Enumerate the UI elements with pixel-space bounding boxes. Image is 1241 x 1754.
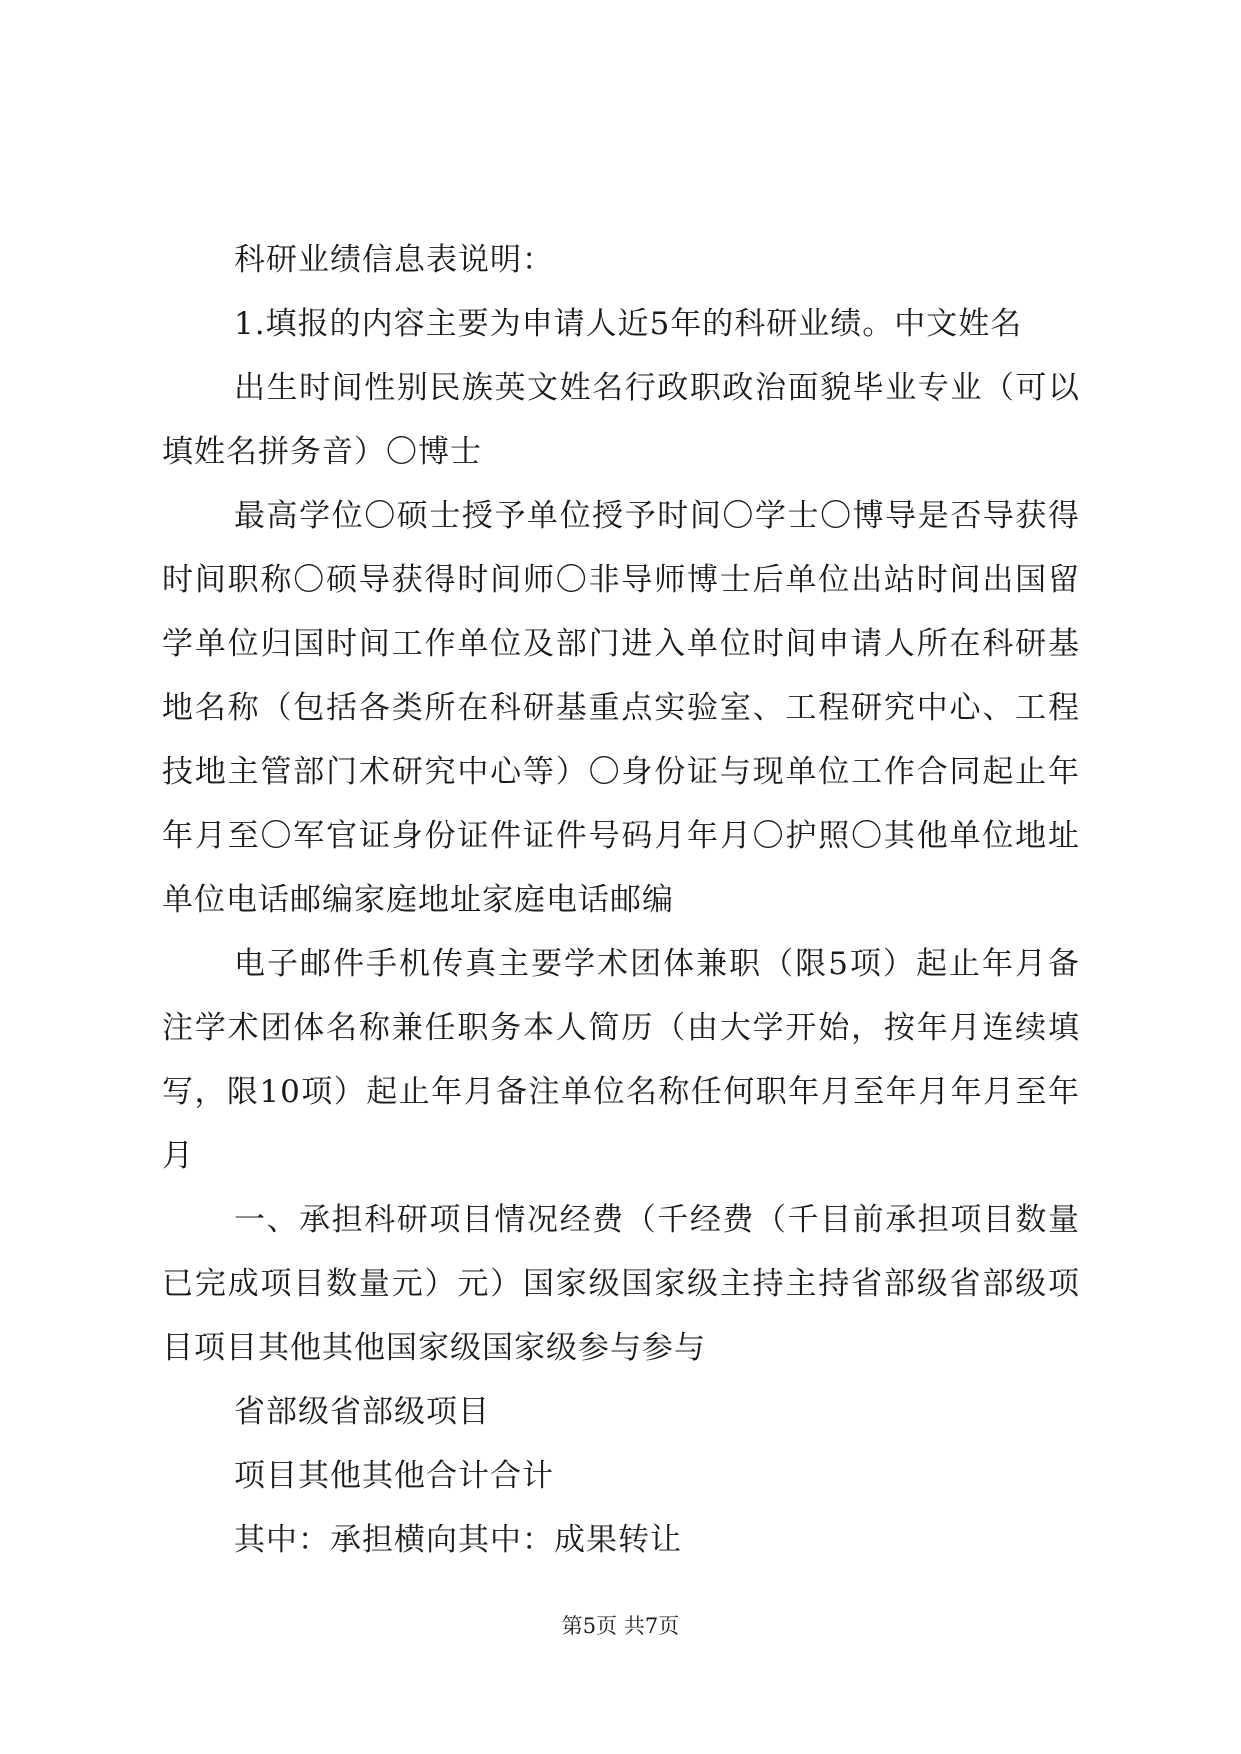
paragraph-horizontal: 其中：承担横向其中：成果转让 [234, 1522, 682, 1558]
paragraph-personal-info: 出生时间性别民族英文姓名行政职政治面貌毕业专业（可以填姓名拼务音）〇博士 [162, 370, 1080, 470]
paragraph-degree-info: 最高学位〇硕士授予单位授予时间〇学士〇博导是否导获得时间职称〇硕导获得时间师〇非导师博士后单位出站时间出国留学单位归国时间工作单位及部门进入单位时间申请人所在科研基地名称（包括各类所在科研基重点实验室、工程研究中心、工程技地主管部门术研究中心等）〇身份证与现单位工作合同起止年年月至〇军官证身份证件证件号码月年月〇护照〇其他单位地址单位电话邮编家庭地址家庭电话邮编 [162, 498, 1080, 918]
paragraph-item-1: 1.填报的内容主要为申请人近5年的科研业绩。中文姓名 [234, 306, 1023, 342]
document-body [162, 228, 1080, 1572]
paragraph-heading: 科研业绩信息表说明： [234, 242, 554, 278]
paragraph-projects: 一、承担科研项目情况经费（千经费（千目前承担项目数量已完成项目数量元）元）国家级国家级主持主持省部级省部级项目项目其他其他国家级国家级参与参与 [162, 1202, 1080, 1366]
page-number-footer: 第5页 共7页 [561, 1614, 680, 1638]
paragraph-totals: 项目其他其他合计合计 [234, 1458, 554, 1494]
paragraph-contact-info: 电子邮件手机传真主要学术团体兼职（限5项）起止年月备注学术团体名称兼任职务本人简历（由大学开始，按年月连续填写，限10项）起止年月备注单位名称任何职年月至年月年月至年月 [162, 946, 1080, 1174]
paragraph-provincial: 省部级省部级项目 [234, 1394, 490, 1430]
